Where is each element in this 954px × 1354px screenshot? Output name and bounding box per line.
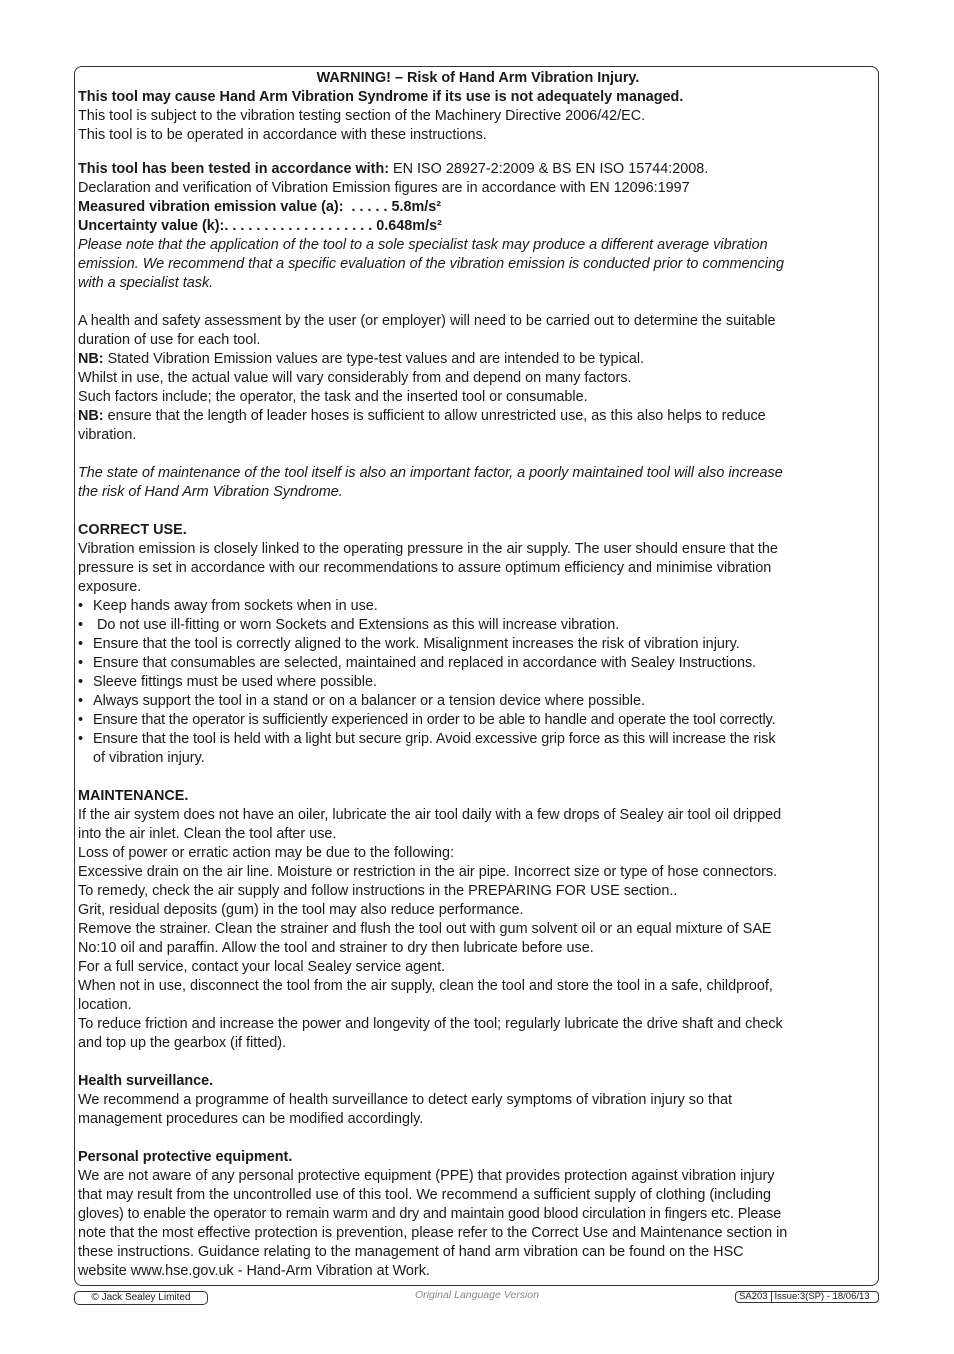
correct-use-heading: CORRECT USE. — [78, 522, 187, 538]
bullet-item — [78, 654, 878, 673]
bullet-icon: • — [78, 693, 84, 709]
ppe-line: note that the most effective protection is prevention, please refer to the Correct Use and Maintenance section in — [78, 1225, 788, 1241]
nb-line — [78, 407, 878, 426]
bullet-icon: • — [78, 598, 84, 614]
maintenance-note: the risk of Hand Arm Vibration Syndrome. — [78, 484, 343, 500]
copyright-label: © Jack Sealey Limited — [74, 1291, 208, 1305]
uncertainty-value: Uncertainty value (k):. . . . . . . . . . . . . . . . . . . 0.648m/s² — [78, 218, 442, 234]
bullet-icon: • — [78, 617, 84, 633]
tested-label: This tool has been tested in accordance with: — [78, 161, 390, 177]
bullet-item — [78, 692, 878, 711]
bullet-item — [78, 597, 878, 616]
bullet-item — [78, 635, 878, 654]
bullet-text: Ensure that the operator is sufficiently experienced in order to be able to handle and operate the tool correctly. — [93, 712, 776, 728]
tested-line — [78, 160, 878, 179]
maintenance-line: Excessive drain on the air line. Moisture or restriction in the air pipe. Incorrect size or type of hose connectors. — [78, 864, 778, 880]
bullet-item — [78, 673, 878, 692]
maintenance-line: No:10 oil and paraffin. Allow the tool and strainer to dry then lubricate before use. — [78, 940, 594, 956]
specialist-note: with a specialist task. — [78, 275, 214, 291]
ppe-line: these instructions. Guidance relating to the management of hand arm vibration can be found on the HSC — [78, 1244, 744, 1260]
bullet-icon: • — [78, 674, 84, 690]
maintenance-line: To remedy, check the air supply and follow instructions in the PREPARING FOR USE section.. — [78, 883, 678, 899]
correct-use-line: exposure. — [78, 579, 142, 595]
measured-value: Measured vibration emission value (a): . . . . . 5.8m/s² — [78, 199, 442, 215]
bullet-icon: • — [78, 731, 84, 747]
bullet-item — [78, 616, 878, 635]
warning-line: This tool is to be operated in accordance with these instructions. — [78, 127, 487, 143]
maintenance-line: If the air system does not have an oiler, lubricate the air tool daily with a few drops of Sealey air tool oil dripped — [78, 807, 782, 823]
bullet-text: Ensure that the tool is correctly aligned to the work. Misalignment increases the risk of vibration injury. — [93, 636, 740, 652]
correct-use-line: pressure is set in accordance with our recommendations to assure optimum efficiency and minimise vibration — [78, 560, 772, 576]
nb-text: ensure that the length of leader hoses is sufficient to allow unrestricted use, as this also helps to reduce — [103, 408, 766, 424]
assessment-line: vibration. — [78, 427, 137, 443]
bullet-icon: • — [78, 712, 84, 728]
nb-text: Stated Vibration Emission values are type-test values and are intended to be typical. — [103, 351, 645, 367]
bullet-item — [78, 711, 878, 730]
maintenance-line: When not in use, disconnect the tool from the air supply, clean the tool and store the tool in a safe, childproof, — [78, 978, 773, 994]
nb-line — [78, 350, 878, 369]
specialist-note: emission. We recommend that a specific evaluation of the vibration emission is conducted prior to commencing — [78, 256, 785, 272]
ppe-heading: Personal protective equipment. — [78, 1149, 293, 1165]
assessment-line: Whilst in use, the actual value will vary considerably from and depend on many factors. — [78, 370, 632, 386]
ppe-line: gloves) to enable the operator to remain warm and dry and maintain good blood circulation in fingers etc. Please — [78, 1206, 782, 1222]
ppe-line: that may result from the uncontrolled use of this tool. We recommend a sufficient supply of clothing (including — [78, 1187, 771, 1203]
bullet-icon: • — [78, 636, 84, 652]
health-heading: Health surveillance. — [78, 1073, 214, 1089]
bullet-text: Do not use ill-fitting or worn Sockets and Extensions as this will increase vibration. — [93, 617, 620, 633]
maintenance-line: Grit, residual deposits (gum) in the tool may also reduce performance. — [78, 902, 524, 918]
declaration-line: Declaration and verification of Vibration Emission figures are in accordance with EN 12096:1997 — [78, 180, 690, 196]
document-body — [78, 69, 878, 1281]
warning-line: This tool may cause Hand Arm Vibration Syndrome if its use is not adequately managed. — [78, 89, 684, 105]
language-version: Original Language Version — [415, 1289, 539, 1301]
nb-label: NB: — [78, 408, 104, 424]
correct-use-line: Vibration emission is closely linked to the operating pressure in the air supply. The user should ensure that the — [78, 541, 778, 557]
maintenance-line: To reduce friction and increase the power and longevity of the tool; regularly lubricate the drive shaft and check — [78, 1016, 783, 1032]
maintenance-line: Loss of power or erratic action may be due to the following: — [78, 845, 454, 861]
maintenance-line: Remove the strainer. Clean the strainer and flush the tool out with gum solvent oil or an equal mixture of SAE — [78, 921, 772, 937]
bullet-icon: • — [78, 655, 84, 671]
issue-date: Issue:3(SP) - 18/06/13 — [774, 1291, 870, 1302]
assessment-line: duration of use for each tool. — [78, 332, 261, 348]
product-code: SA203 — [736, 1292, 772, 1302]
warning-title: WARNING! – Risk of Hand Arm Vibration Injury. — [316, 70, 640, 86]
bullet-text: Keep hands away from sockets when in use. — [93, 598, 378, 614]
health-line: We recommend a programme of health surveillance to detect early symptoms of vibration injury so that — [78, 1092, 733, 1108]
bullet-text: Sleeve fittings must be used where possible. — [93, 674, 377, 690]
bullet-continuation: of vibration injury. — [93, 750, 205, 766]
document-code — [735, 1291, 879, 1303]
bullet-text: Ensure that the tool is held with a light but secure grip. Avoid excessive grip force as this will increase the risk — [93, 731, 776, 747]
maintenance-note: The state of maintenance of the tool itself is also an important factor, a poorly maintained tool will also increase — [78, 465, 783, 481]
maintenance-heading: MAINTENANCE. — [78, 788, 189, 804]
ppe-line: We are not aware of any personal protective equipment (PPE) that provides protection against vibration injury — [78, 1168, 775, 1184]
maintenance-line: location. — [78, 997, 132, 1013]
nb-label: NB: — [78, 351, 104, 367]
specialist-note: Please note that the application of the tool to a sole specialist task may produce a different average vibration — [78, 237, 768, 253]
bullet-text: Ensure that consumables are selected, maintained and replaced in accordance with Sealey Instructions. — [93, 655, 757, 671]
assessment-line: A health and safety assessment by the user (or employer) will need to be carried out to determine the suitable — [78, 313, 776, 329]
bullet-text: Always support the tool in a stand or on a balancer or a tension device where possible. — [93, 693, 645, 709]
maintenance-line: For a full service, contact your local Sealey service agent. — [78, 959, 446, 975]
assessment-line: Such factors include; the operator, the task and the inserted tool or consumable. — [78, 389, 588, 405]
ppe-line: website www.hse.gov.uk - Hand-Arm Vibration at Work. — [78, 1263, 430, 1279]
warning-line: This tool is subject to the vibration testing section of the Machinery Directive 2006/42/EC. — [78, 108, 646, 124]
maintenance-line: into the air inlet. Clean the tool after use. — [78, 826, 337, 842]
bullet-item — [78, 730, 878, 749]
health-line: management procedures can be modified accordingly. — [78, 1111, 424, 1127]
maintenance-line: and top up the gearbox (if fitted). — [78, 1035, 286, 1051]
tested-value: EN ISO 28927-2:2009 & BS EN ISO 15744:2008. — [389, 161, 709, 177]
